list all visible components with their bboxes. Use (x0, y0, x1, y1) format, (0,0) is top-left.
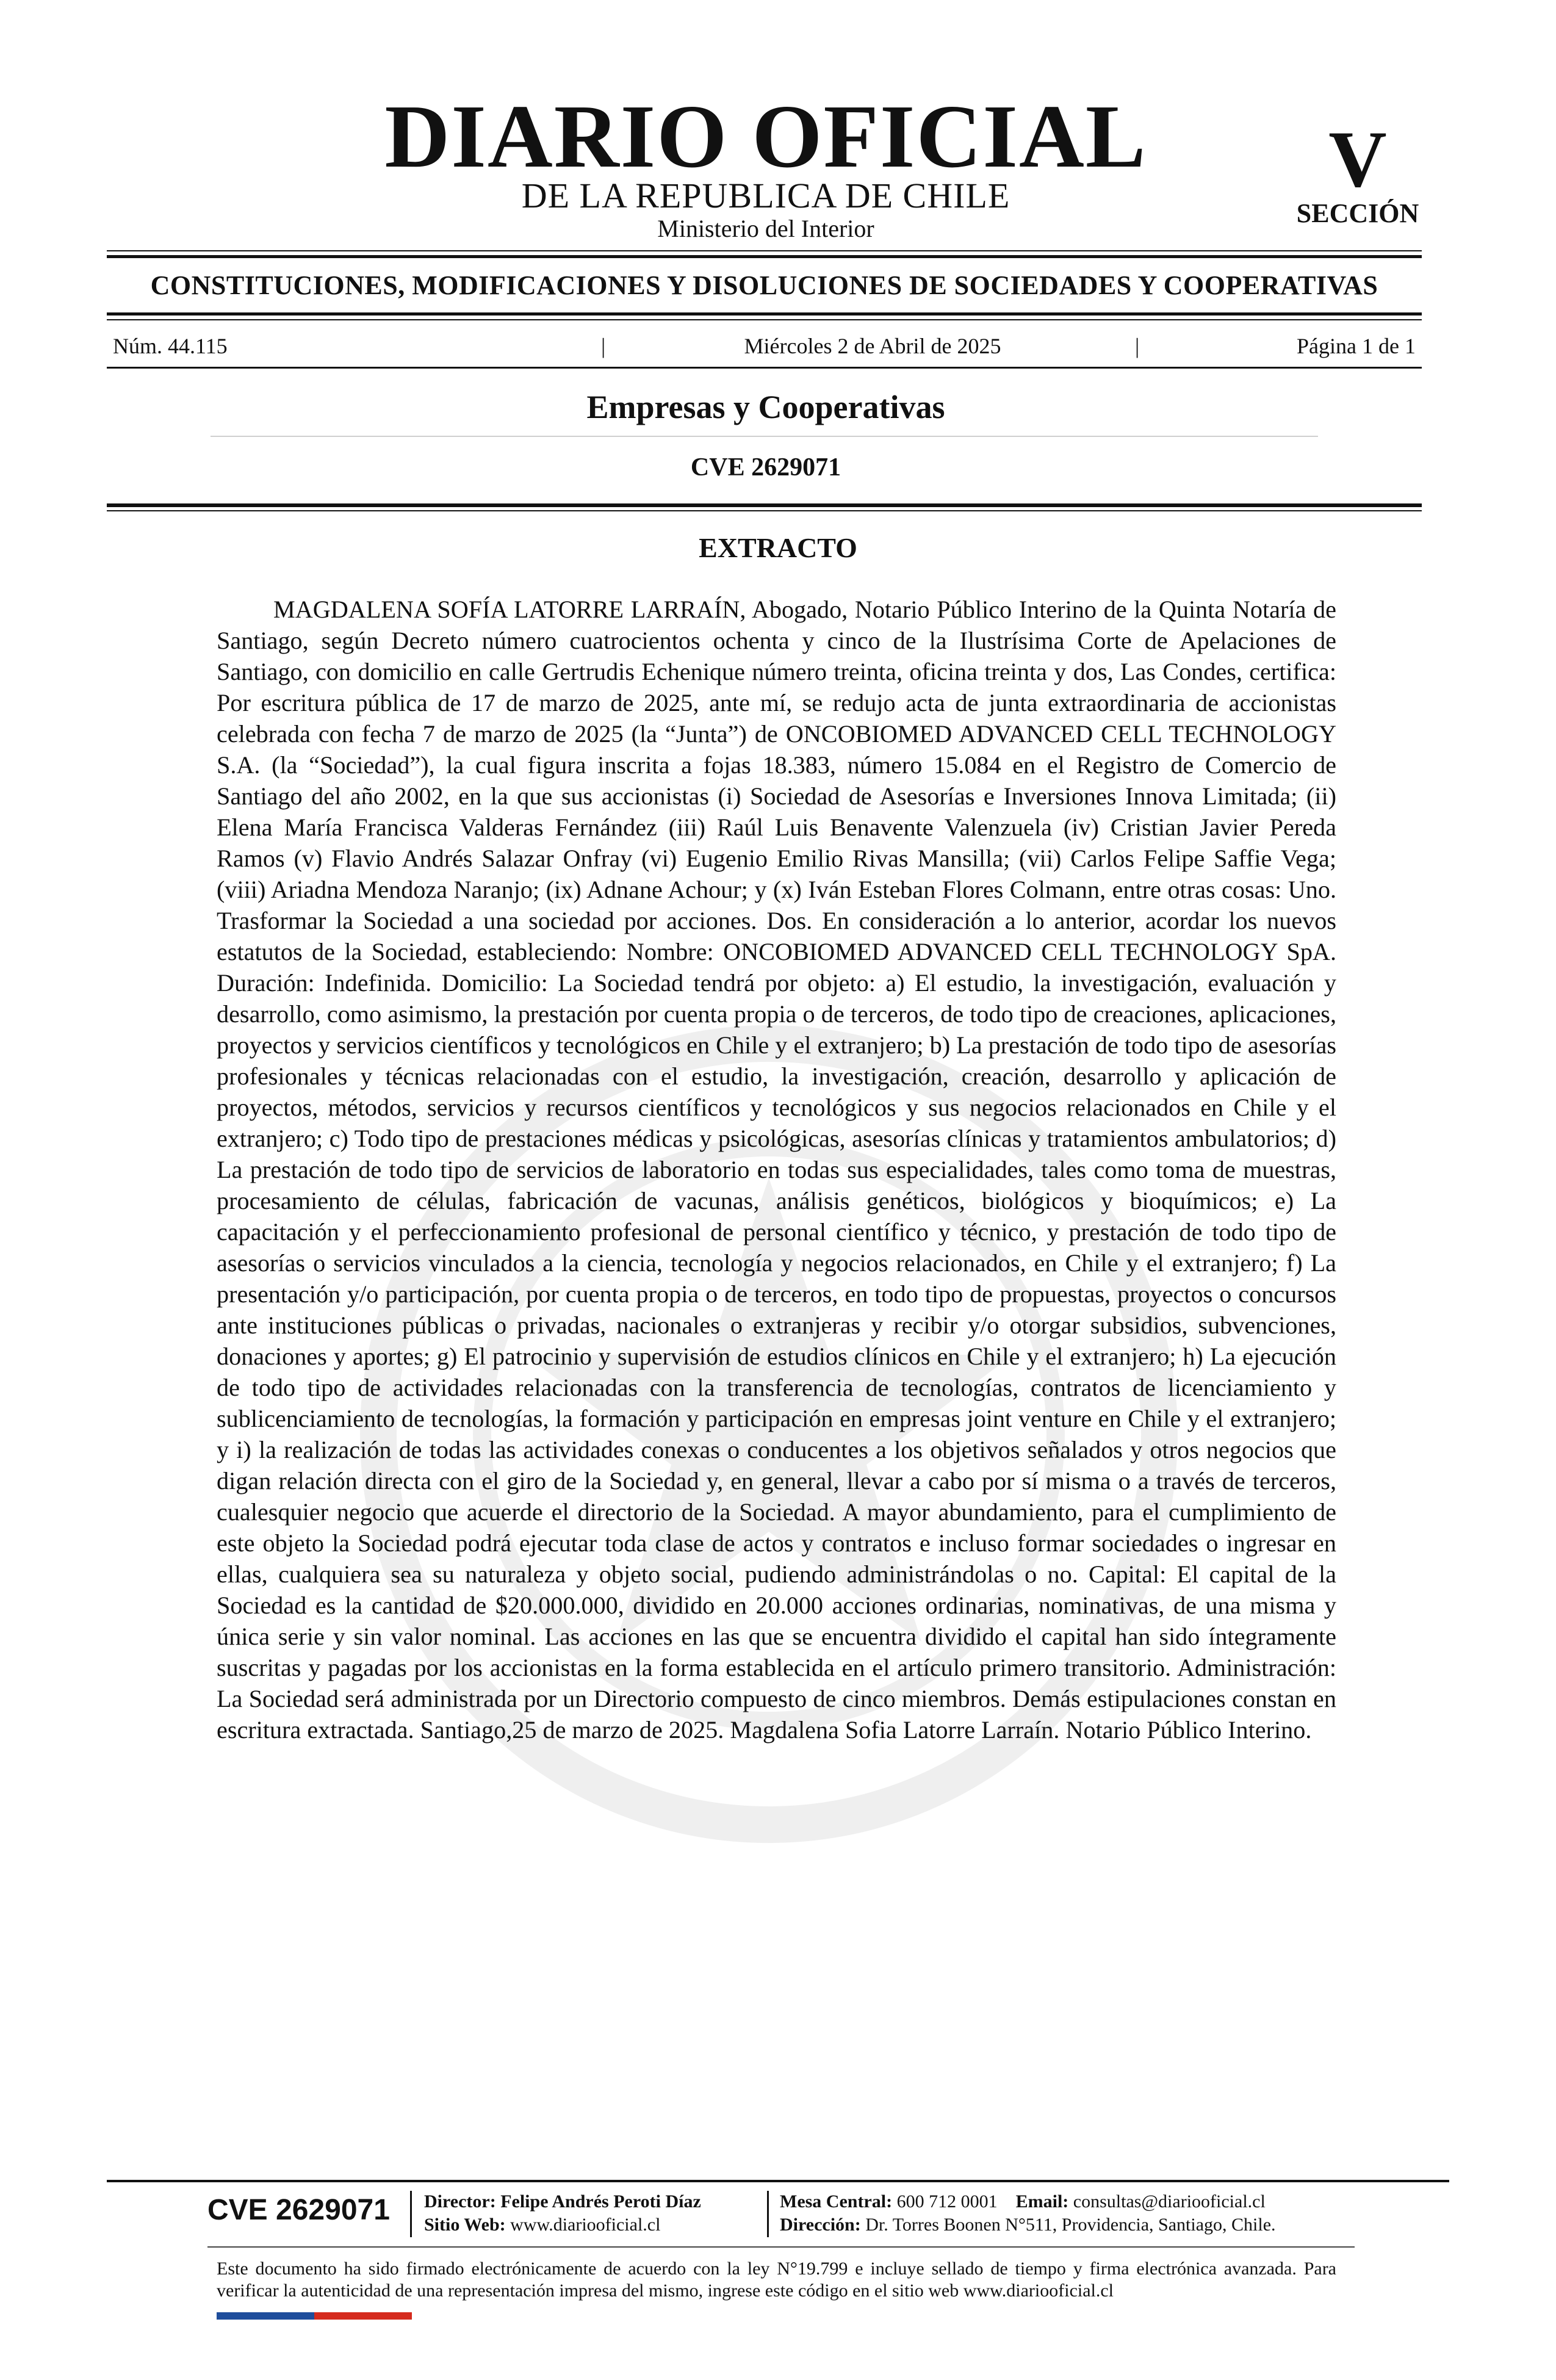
section-banner: CONSTITUCIONES, MODIFICACIONES Y DISOLUCIONES DE SOCIEDADES Y COOPERATIVAS (150, 270, 1378, 300)
website-link[interactable]: www.diariooficial.cl (510, 2215, 661, 2235)
newspaper-subtitle: DE LA REPUBLICA DE CHILE (521, 176, 1010, 215)
cve-code: CVE 2629071 (690, 453, 841, 481)
page-number: Página 1 de 1 (1297, 334, 1416, 358)
extract-body: MAGDALENA SOFÍA LATORRE LARRAÍN, Abogado, Notario Público Interino de la Quinta Notaría de Santiago, según Decreto número cuatrocientos ochenta y cinco de la Ilustrísima Corte de Apelaciones de Santiago, con domicilio en calle Gertrudis Echenique número treinta, oficina treinta y dos, Las Condes, certifica: Por escritura pública de 17 de marzo de 2025, ante mí, se redujo acta de junta extraordinaria de accionistas celebrada con fecha 7 de marzo de 2025 (la “Junta”) de ONCOBIOMED ADVANCED CELL TECHNOLOGY S.A. (la “Sociedad”), la cual figura inscrita a fojas 18.383, número 15.084 en el Registro de Comercio de Santiago del año 2002, en la que sus accionistas (i) Sociedad de Asesorías e Inversiones Innova Limitada; (ii) Elena María Francisca Valderas Fernández (iii) Raúl Luis Benavente Valenzuela (iv) Cristian Javier Pereda Ramos (v) Flavio Andrés Salazar Onfray (vi) Eugenio Emilio Rivas Mansilla; (vii) Carlos Felipe Saffie Vega; (viii) Ariadna Mendoza Naranjo; (ix) Adnane Achour; y (x) Iván Esteban Flores Colmann, entre otras cosas: Uno. Trasformar la Sociedad a una sociedad por acciones. Dos. En consideración a lo anterior, acordar los nuevos estatutos de la Sociedad, estableciendo: Nombre: ONCOBIOMED ADVANCED CELL TECHNOLOGY SpA. Duración: Indefinida. Domicilio: La Sociedad tendrá por objeto: a) El estudio, la investigación, evaluación y desarrollo, como asimismo, la prestación por cuenta propia o de terceros, de todo tipo de creaciones, aplicaciones, proyectos y servicios científicos y tecnológicos en Chile y el extranjero; b) La prestación de todo tipo de asesorías profesionales y técnicas relacionadas con el estudio, la investigación, creación, desarrollo y aplicación de proyectos, métodos, servicios y recursos científicos y tecnológicos y sus negocios relacionados en Chile y el extranjero; c) Todo tipo de prestaciones médicas y psicológicas, asesorías clínicas y tratamientos ambulatorios; d) La prestación de todo tipo de servicios de laboratorio en todas sus especialidades, tales como toma de muestras, procesamiento de células, fabricación de vacunas, análisis genéticos, biológicos y bioquímicos; e) La capacitación y el perfeccionamiento profesional de personal científico y técnico, y prestación de todo tipo de asesorías o servicios vinculados a la ciencia, tecnología y negocios relacionados, en Chile y el extranjero; f) La presentación y/o participación, por cuenta propia o de terceros, en todo tipo de propuestas, proyectos o concursos ante instituciones públicas o privadas, nacionales o extranjeras y recibir y/o otorgar subsidios, subvenciones, donaciones y aportes; g) El patrocinio y supervisión de estudios clínicos en Chile y el extranjero; h) La ejecución de todo tipo de actividades relacionadas con la transferencia de tecnologías, contratos de licenciamiento y sublicenciamiento de tecnologías, la formación y participación en empresas joint venture en Chile y el extranjero; y i) la realización de todas las actividades conexas o conducentes a los objetivos señalados y otros negocios que digan relación directa con el giro de la Sociedad y, en general, llevar a cabo por sí misma o a través de terceros, cualesquier negocio que acuerde el directorio de la Sociedad. A mayor abundamiento, para el cumplimiento de este objeto la Sociedad podrá ejecutar toda clase de actos y contratos e incluso formar sociedades o ingresar en ellas, cualquiera sea su naturaleza y objeto social, pudiendo administrándolas o no. Capital: El capital de la Sociedad es la cantidad de $20.000.000, dividido en 20.000 acciones ordinarias, nominativas, de una misma y única serie y sin valor nominal. Las acciones en las que se encuentra dividido el capital han sido íntegramente suscritas y pagadas por los accionistas en la forma establecida en el artículo primero transitorio. Administración: La Sociedad será administrada por un Directorio compuesto de cinco miembros. Demás estipulaciones constan en escritura extractada. Santiago,25 de marzo de 2025. Magdalena Sofia Latorre Larraín. Notario Público Interino. (217, 596, 1336, 1744)
email-label: Email: (1015, 2191, 1069, 2212)
category-rule (211, 436, 1318, 437)
footer-director-block (424, 2190, 701, 2237)
footer-rule (107, 2180, 1449, 2182)
address-value: Dr. Torres Boonen N°511, Providencia, Santiago, Chile. (865, 2215, 1276, 2235)
flag-red-stripe (314, 2312, 412, 2320)
director-label: Director: (424, 2191, 496, 2212)
issue-rule (107, 367, 1422, 369)
section-letter: V (1328, 114, 1387, 204)
footer-contact-block (780, 2190, 1276, 2237)
banner-rule (107, 312, 1422, 316)
footer-cve-code: CVE 2629071 (207, 2194, 390, 2226)
footer-divider (410, 2191, 412, 2237)
article-rule (107, 510, 1422, 511)
newspaper-title: DIARIO OFICIAL (384, 87, 1147, 187)
category-title: Empresas y Cooperativas (586, 389, 945, 425)
footer-divider (767, 2191, 769, 2237)
mesa-label: Mesa Central: (780, 2191, 893, 2212)
footer-rule (207, 2246, 1355, 2248)
email-link[interactable]: consultas@diariooficial.cl (1073, 2191, 1266, 2212)
issue-separator: | (1135, 334, 1140, 358)
flag-blue-stripe (217, 2312, 314, 2320)
mesa-phone: 600 712 0001 (896, 2191, 998, 2212)
signature-disclaimer: Este documento ha sido firmado electrónicamente de acuerdo con la ley N°19.799 e incluye sellado de tiempo y firma electrónica avanzada. Para verificar la autenticidad de una representación impresa del mismo, ingrese este código en el sitio web www.diariooficial.cl (217, 2259, 1336, 2301)
issue-info-row (107, 334, 1422, 358)
header-rule (107, 250, 1422, 251)
header-rule (107, 255, 1422, 258)
article-rule (107, 503, 1422, 507)
banner-rule (107, 319, 1422, 320)
issue-date: Miércoles 2 de Abril de 2025 (744, 334, 1001, 358)
website-label: Sitio Web: (424, 2215, 506, 2235)
director-name: Felipe Andrés Peroti Díaz (500, 2191, 701, 2212)
address-label: Dirección: (780, 2215, 861, 2235)
issue-separator: | (601, 334, 606, 358)
document-title: EXTRACTO (699, 532, 857, 563)
ministry-line: Ministerio del Interior (657, 215, 874, 242)
issue-number: Núm. 44.115 (113, 334, 228, 358)
section-label: SECCIÓN (1296, 198, 1419, 228)
chile-flag-stripe (217, 2312, 412, 2320)
